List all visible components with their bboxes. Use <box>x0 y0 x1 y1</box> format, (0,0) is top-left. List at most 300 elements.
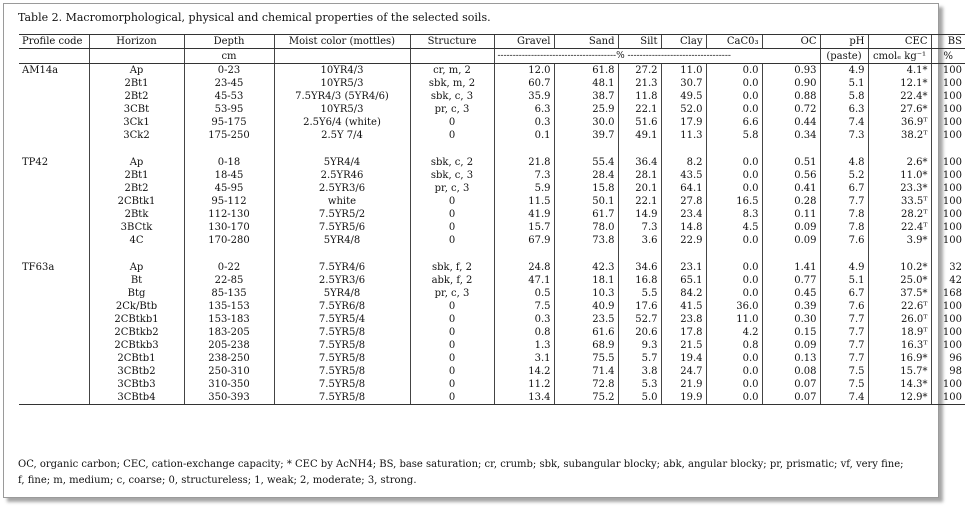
table-cell: 0.11 <box>762 208 820 221</box>
table-row <box>19 182 965 195</box>
table-cell: 4C <box>89 234 184 247</box>
table-cell: 100 <box>931 116 965 129</box>
table-cell: 47.1 <box>494 274 554 287</box>
table-cell: 7.3 <box>820 129 868 142</box>
table-cell: 48.1 <box>554 77 618 90</box>
spacer-row <box>19 142 965 156</box>
table-cell: 100 <box>931 156 965 169</box>
table-cell: 12.9* <box>868 391 931 405</box>
profile-code-cell <box>19 287 89 300</box>
table-row <box>19 221 965 234</box>
spacer-cell <box>931 247 965 261</box>
table-row <box>19 103 965 116</box>
column-header: OC <box>762 35 820 49</box>
table-cell: 7.3 <box>494 169 554 182</box>
table-cell: 0.45 <box>762 287 820 300</box>
table-cell: 7.7 <box>820 195 868 208</box>
table-cell: 4.8 <box>820 156 868 169</box>
table-cell: 64.1 <box>661 182 706 195</box>
table-cell: 16.3ᵀ <box>868 339 931 352</box>
table-cell: pr, c, 3 <box>410 287 494 300</box>
table-cell: 23.3* <box>868 182 931 195</box>
table-cell: 0.0 <box>706 378 762 391</box>
table-cell: 310-350 <box>184 378 274 391</box>
table-cell: 7.5YR5/8 <box>274 326 410 339</box>
table-cell: 11.3 <box>661 129 706 142</box>
table-cell: 168 <box>931 287 965 300</box>
spacer-cell <box>184 142 274 156</box>
table-cell: 0 <box>410 365 494 378</box>
table-cell: 61.8 <box>554 64 618 78</box>
table-cell: 52.7 <box>618 313 661 326</box>
table-cell: 0.56 <box>762 169 820 182</box>
table-row <box>19 169 965 182</box>
table-cell: 0.09 <box>762 339 820 352</box>
table-cell: 23-45 <box>184 77 274 90</box>
table-cell: 2Btk <box>89 208 184 221</box>
table-cell: 19.9 <box>661 391 706 405</box>
table-cell: 42 <box>931 274 965 287</box>
table-row <box>19 378 965 391</box>
table-cell: 49.1 <box>618 129 661 142</box>
table-cell: 2CBtkb1 <box>89 313 184 326</box>
table-cell: 20.1 <box>618 182 661 195</box>
column-header: Structure <box>410 35 494 49</box>
table-cell: 0 <box>410 116 494 129</box>
table-cell: sbk, c, 3 <box>410 169 494 182</box>
table-cell: 96 <box>931 352 965 365</box>
table-cell: 36.4 <box>618 156 661 169</box>
table-cell: 30.7 <box>661 77 706 90</box>
profile-code-cell <box>19 339 89 352</box>
column-header: Horizon <box>89 35 184 49</box>
table-row <box>19 156 965 169</box>
spacer-cell <box>706 142 762 156</box>
spacer-cell <box>410 247 494 261</box>
footnote-line-1: OC, organic carbon; CEC, cation-exchange capacity; * CEC by AcNH4; BS, base saturation; cr, crumb; sbk, subangular blocky; abk, angular blocky; pr, prismatic; vf, very fine; <box>18 459 904 470</box>
table-cell: 2Ck/Btb <box>89 300 184 313</box>
table-cell: 7.5 <box>820 378 868 391</box>
column-header: BS <box>931 35 965 49</box>
spacer-cell <box>618 247 661 261</box>
profile-code-cell <box>19 234 89 247</box>
profile-code-cell <box>19 77 89 90</box>
table-cell: 84.2 <box>661 287 706 300</box>
profile-code-cell <box>19 90 89 103</box>
table-cell: 25.0* <box>868 274 931 287</box>
table-cell: 135-153 <box>184 300 274 313</box>
table-cell: 7.6 <box>820 234 868 247</box>
unit-header <box>19 49 89 64</box>
table-cell: 22.9 <box>661 234 706 247</box>
table-cell: 3CBt <box>89 103 184 116</box>
column-header: CaC0₃ <box>706 35 762 49</box>
table-cell: 23.1 <box>661 261 706 274</box>
table-cell: 27.2 <box>618 64 661 78</box>
table-cell: 0 <box>410 195 494 208</box>
table-cell: 100 <box>931 64 965 78</box>
table-cell: 0.5 <box>494 287 554 300</box>
profile-code-cell <box>19 352 89 365</box>
table-cell: 20.6 <box>618 326 661 339</box>
table-cell: 3CBtb4 <box>89 391 184 405</box>
table-cell: 14.2 <box>494 365 554 378</box>
table-cell: 0.0 <box>706 287 762 300</box>
table-cell: 5YR4/8 <box>274 287 410 300</box>
table-cell: 15.8 <box>554 182 618 195</box>
table-cell: 14.8 <box>661 221 706 234</box>
table-cell: 3.9* <box>868 234 931 247</box>
spacer-cell <box>554 142 618 156</box>
table-cell: 2CBtkb2 <box>89 326 184 339</box>
table-cell: 100 <box>931 103 965 116</box>
table-cell: 55.4 <box>554 156 618 169</box>
profile-code-cell <box>19 365 89 378</box>
table-cell: 0.34 <box>762 129 820 142</box>
table-cell: 34.6 <box>618 261 661 274</box>
table-cell: abk, f, 2 <box>410 274 494 287</box>
table-cell: 3Ck1 <box>89 116 184 129</box>
column-header: Silt <box>618 35 661 49</box>
profile-code-cell <box>19 221 89 234</box>
table-cell: 7.5YR5/8 <box>274 391 410 405</box>
table-cell: 14.3* <box>868 378 931 391</box>
spacer-cell <box>706 247 762 261</box>
table-cell: 38.7 <box>554 90 618 103</box>
table-cell: 22-85 <box>184 274 274 287</box>
table-cell: 0.44 <box>762 116 820 129</box>
table-cell: 0.28 <box>762 195 820 208</box>
table-cell: 17.6 <box>618 300 661 313</box>
table-cell: 41.5 <box>661 300 706 313</box>
profile-code-cell <box>19 103 89 116</box>
table-cell: 11.8 <box>618 90 661 103</box>
table-row <box>19 391 965 405</box>
table-cell: 19.4 <box>661 352 706 365</box>
spacer-cell <box>410 142 494 156</box>
profile-code-cell <box>19 378 89 391</box>
table-cell: 49.5 <box>661 90 706 103</box>
spacer-cell <box>274 247 410 261</box>
table-cell: 100 <box>931 208 965 221</box>
table-cell: 25.9 <box>554 103 618 116</box>
spacer-cell <box>618 142 661 156</box>
table-body <box>19 64 965 405</box>
table-cell: 1.3 <box>494 339 554 352</box>
table-cell: 5.8 <box>706 129 762 142</box>
profile-code-cell <box>19 274 89 287</box>
table-cell: 7.5YR5/6 <box>274 221 410 234</box>
table-cell: 100 <box>931 90 965 103</box>
spacer-cell <box>89 247 184 261</box>
spacer-cell <box>868 247 931 261</box>
table-cell: 95-112 <box>184 195 274 208</box>
unit-header: cmolₑ kg⁻¹ <box>868 49 931 64</box>
table-cell: 14.9 <box>618 208 661 221</box>
table-row <box>19 208 965 221</box>
table-cell: 100 <box>931 300 965 313</box>
table-cell: 0.3 <box>494 116 554 129</box>
table-cell: 45-53 <box>184 90 274 103</box>
table-cell: 2CBtk1 <box>89 195 184 208</box>
spacer-cell <box>554 247 618 261</box>
table-cell: Ap <box>89 261 184 274</box>
column-header: Moist color (mottles) <box>274 35 410 49</box>
table-cell: 12.0 <box>494 64 554 78</box>
table-cell: 11.0 <box>706 313 762 326</box>
profile-code-cell <box>19 300 89 313</box>
spacer-cell <box>274 142 410 156</box>
spacer-cell <box>820 247 868 261</box>
table-cell: 36.9ᵀ <box>868 116 931 129</box>
table-cell: 100 <box>931 339 965 352</box>
table-cell: 37.5* <box>868 287 931 300</box>
table-row <box>19 116 965 129</box>
table-cell: 36.0 <box>706 300 762 313</box>
table-cell: 7.5YR5/2 <box>274 208 410 221</box>
table-cell: 16.5 <box>706 195 762 208</box>
table-row <box>19 300 965 313</box>
table-cell: 21.8 <box>494 156 554 169</box>
table-cell: 0.15 <box>762 326 820 339</box>
table-cell: 4.2 <box>706 326 762 339</box>
table-cell: 350-393 <box>184 391 274 405</box>
table-cell: 3.1 <box>494 352 554 365</box>
table-cell: 0.88 <box>762 90 820 103</box>
table-cell: 15.7 <box>494 221 554 234</box>
table-cell: 30.0 <box>554 116 618 129</box>
table-cell: 183-205 <box>184 326 274 339</box>
table-cell: 205-238 <box>184 339 274 352</box>
table-cell: 0.93 <box>762 64 820 78</box>
table-cell: 0 <box>410 129 494 142</box>
table-row <box>19 77 965 90</box>
table-cell: 0.30 <box>762 313 820 326</box>
table-cell: 53-95 <box>184 103 274 116</box>
table-cell: 8.2 <box>661 156 706 169</box>
table-cell: 100 <box>931 169 965 182</box>
table-cell: 0 <box>410 352 494 365</box>
table-cell: 42.3 <box>554 261 618 274</box>
table-cell: 0.0 <box>706 77 762 90</box>
table-cell: 0.13 <box>762 352 820 365</box>
table-cell: 61.7 <box>554 208 618 221</box>
profile-code-cell <box>19 116 89 129</box>
spacer-cell <box>661 142 706 156</box>
table-cell: 5.3 <box>618 378 661 391</box>
table-cell: 12.1* <box>868 77 931 90</box>
table-cell: 0 <box>410 234 494 247</box>
column-header: Profile code <box>19 35 89 49</box>
table-cell: 5.2 <box>820 169 868 182</box>
table-cell: 71.4 <box>554 365 618 378</box>
table-cell: 4.9 <box>820 261 868 274</box>
table-cell: 3.6 <box>618 234 661 247</box>
table-caption: Table 2. Macromorphological, physical and chemical properties of the selected soils. <box>18 11 491 24</box>
table-cell: 100 <box>931 378 965 391</box>
table-cell: 10YR5/3 <box>274 103 410 116</box>
table-cell: 4.9 <box>820 64 868 78</box>
table-cell: 112-130 <box>184 208 274 221</box>
table-cell: 0.0 <box>706 261 762 274</box>
table-cell: 27.6* <box>868 103 931 116</box>
column-header: Depth <box>184 35 274 49</box>
table-cell: 60.7 <box>494 77 554 90</box>
table-cell: 98 <box>931 365 965 378</box>
table-cell: 11.5 <box>494 195 554 208</box>
table-cell: 2.5YR3/6 <box>274 182 410 195</box>
table-cell: 3Ck2 <box>89 129 184 142</box>
table-cell: 0.77 <box>762 274 820 287</box>
table-cell: 1.41 <box>762 261 820 274</box>
table-cell: 22.1 <box>618 195 661 208</box>
table-cell: 2.5YR3/6 <box>274 274 410 287</box>
table-cell: 100 <box>931 195 965 208</box>
profile-code-cell <box>19 182 89 195</box>
table-cell: 0.0 <box>706 156 762 169</box>
table-cell: 5YR4/8 <box>274 234 410 247</box>
table-cell: 250-310 <box>184 365 274 378</box>
table-cell: 8.3 <box>706 208 762 221</box>
table-cell: 0.0 <box>706 365 762 378</box>
table-cell: 68.9 <box>554 339 618 352</box>
unit-header: ---------------------------------------% ---------------------------------- <box>494 49 820 64</box>
table-cell: 6.7 <box>820 182 868 195</box>
profile-code-cell <box>19 391 89 405</box>
unit-header <box>89 49 184 64</box>
table-cell: 38.2ᵀ <box>868 129 931 142</box>
table-cell: 0.0 <box>706 64 762 78</box>
table-cell: 0-18 <box>184 156 274 169</box>
table-row <box>19 64 965 78</box>
table-cell: 23.4 <box>661 208 706 221</box>
table-cell: sbk, c, 3 <box>410 90 494 103</box>
document-page <box>3 3 962 498</box>
table-cell: 100 <box>931 221 965 234</box>
table-cell: 5.5 <box>618 287 661 300</box>
table-cell: 0.72 <box>762 103 820 116</box>
table-cell: 7.7 <box>820 352 868 365</box>
table-cell: 0 <box>410 208 494 221</box>
spacer-cell <box>89 142 184 156</box>
table-cell: 24.8 <box>494 261 554 274</box>
table-cell: 9.3 <box>618 339 661 352</box>
table-cell: 10YR5/3 <box>274 77 410 90</box>
table-cell: 0.8 <box>494 326 554 339</box>
table-cell: 7.5YR5/8 <box>274 365 410 378</box>
table-cell: 33.5ᵀ <box>868 195 931 208</box>
table-cell: 3BCtk <box>89 221 184 234</box>
profile-code-cell <box>19 326 89 339</box>
table-cell: 17.8 <box>661 326 706 339</box>
table-cell: 6.6 <box>706 116 762 129</box>
table-cell: 26.0ᵀ <box>868 313 931 326</box>
table-cell: 67.9 <box>494 234 554 247</box>
column-header: Gravel <box>494 35 554 49</box>
table-cell: 0.0 <box>706 234 762 247</box>
table-cell: 41.9 <box>494 208 554 221</box>
table-cell: 43.5 <box>661 169 706 182</box>
spacer-cell <box>820 142 868 156</box>
table-row <box>19 261 965 274</box>
table-cell: 0 <box>410 300 494 313</box>
table-cell: 52.0 <box>661 103 706 116</box>
table-cell: 11.0* <box>868 169 931 182</box>
spacer-cell <box>762 142 820 156</box>
table-cell: 0.0 <box>706 391 762 405</box>
table-cell: 0 <box>410 313 494 326</box>
table-cell: 2Bt1 <box>89 77 184 90</box>
table-cell: 35.9 <box>494 90 554 103</box>
units-row <box>19 49 965 64</box>
table-cell: 75.2 <box>554 391 618 405</box>
table-row <box>19 90 965 103</box>
table-row <box>19 352 965 365</box>
table-cell: 0.09 <box>762 234 820 247</box>
table-cell: 39.7 <box>554 129 618 142</box>
table-cell: 0 <box>410 221 494 234</box>
table-row <box>19 339 965 352</box>
table-cell: 0 <box>410 339 494 352</box>
table-cell: 5.9 <box>494 182 554 195</box>
column-header: CEC <box>868 35 931 49</box>
table-cell: 40.9 <box>554 300 618 313</box>
table-cell: 18-45 <box>184 169 274 182</box>
table-cell: 11.2 <box>494 378 554 391</box>
table-row <box>19 326 965 339</box>
table-cell: 6.3 <box>820 103 868 116</box>
spacer-cell <box>762 247 820 261</box>
profile-code-cell <box>19 129 89 142</box>
table-cell: 0.0 <box>706 103 762 116</box>
table-cell: 0.09 <box>762 221 820 234</box>
table-cell: 7.5YR5/8 <box>274 378 410 391</box>
table-cell: 2.6* <box>868 156 931 169</box>
table-cell: 61.6 <box>554 326 618 339</box>
table-cell: 7.3 <box>618 221 661 234</box>
unit-header <box>274 49 410 64</box>
table-cell: 7.7 <box>820 326 868 339</box>
table-cell: 7.5YR5/8 <box>274 339 410 352</box>
table-cell: 72.8 <box>554 378 618 391</box>
footnote <box>18 457 918 489</box>
column-header: pH <box>820 35 868 49</box>
unit-header <box>410 49 494 64</box>
spacer-cell <box>494 142 554 156</box>
spacer-cell <box>494 247 554 261</box>
table-cell: 2Bt2 <box>89 182 184 195</box>
table-cell: 24.7 <box>661 365 706 378</box>
table-cell: 23.5 <box>554 313 618 326</box>
table-cell: 100 <box>931 313 965 326</box>
header-row <box>19 35 965 49</box>
table-cell: 95-175 <box>184 116 274 129</box>
table-cell: 7.8 <box>820 208 868 221</box>
table-cell: 7.7 <box>820 313 868 326</box>
table-cell: 6.7 <box>820 287 868 300</box>
spacer-cell <box>661 247 706 261</box>
table-cell: 5.8 <box>820 90 868 103</box>
table-cell: 0.41 <box>762 182 820 195</box>
table-cell: 21.5 <box>661 339 706 352</box>
table-cell: 4.1* <box>868 64 931 78</box>
table-cell: 238-250 <box>184 352 274 365</box>
table-cell: 0-22 <box>184 261 274 274</box>
table-cell: 0.0 <box>706 182 762 195</box>
table-cell: 5YR4/4 <box>274 156 410 169</box>
table-cell: 0.39 <box>762 300 820 313</box>
table-cell: 23.8 <box>661 313 706 326</box>
